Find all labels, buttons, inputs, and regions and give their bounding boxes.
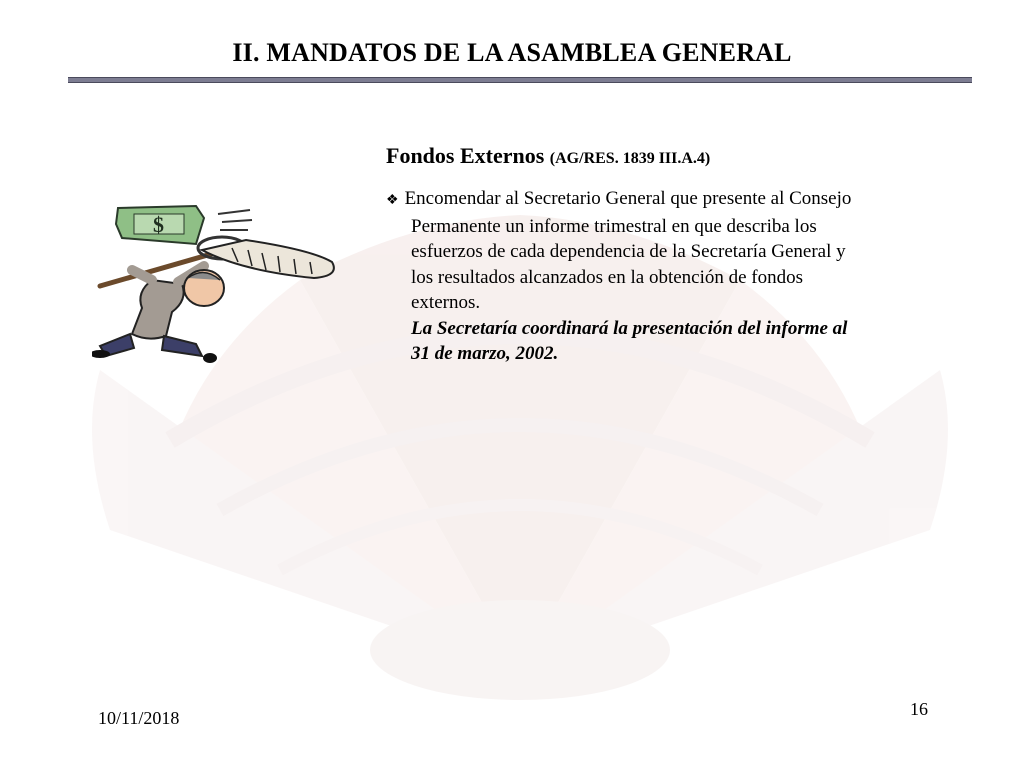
dollar-symbol: $ [153,212,164,237]
diamond-bullet-icon: ❖ [386,193,399,208]
footer-date: 10/11/2018 [98,708,180,728]
bullet-line: los resultados alcanzados en la obtención de fondos [411,266,804,288]
bullet-line: Encomendar al Secretario General que presente al Consejo [404,188,852,209]
emphasis-line: La Secretaría coordinará la presentación del informe al [411,317,848,339]
section-heading [386,143,710,169]
title-divider [68,77,972,83]
bullet-line: externos. [411,292,481,313]
bullet-line: Permanente un informe trimestral en que describa los [411,215,817,237]
bullet-line: esfuerzos de cada dependencia de la Secretaría General y [411,241,846,262]
page-number: 16 [910,699,928,719]
section-reference: (AG/RES. 1839 III.A.4) [549,150,711,167]
chasing-money-clipart [92,196,348,372]
section-title: Fondos Externos [386,143,545,168]
emphasis-line: 31 de marzo, 2002. [411,343,559,364]
slide-title: II. MANDATOS DE LA ASAMBLEA GENERAL [232,38,792,67]
bullet-item [386,186,966,367]
